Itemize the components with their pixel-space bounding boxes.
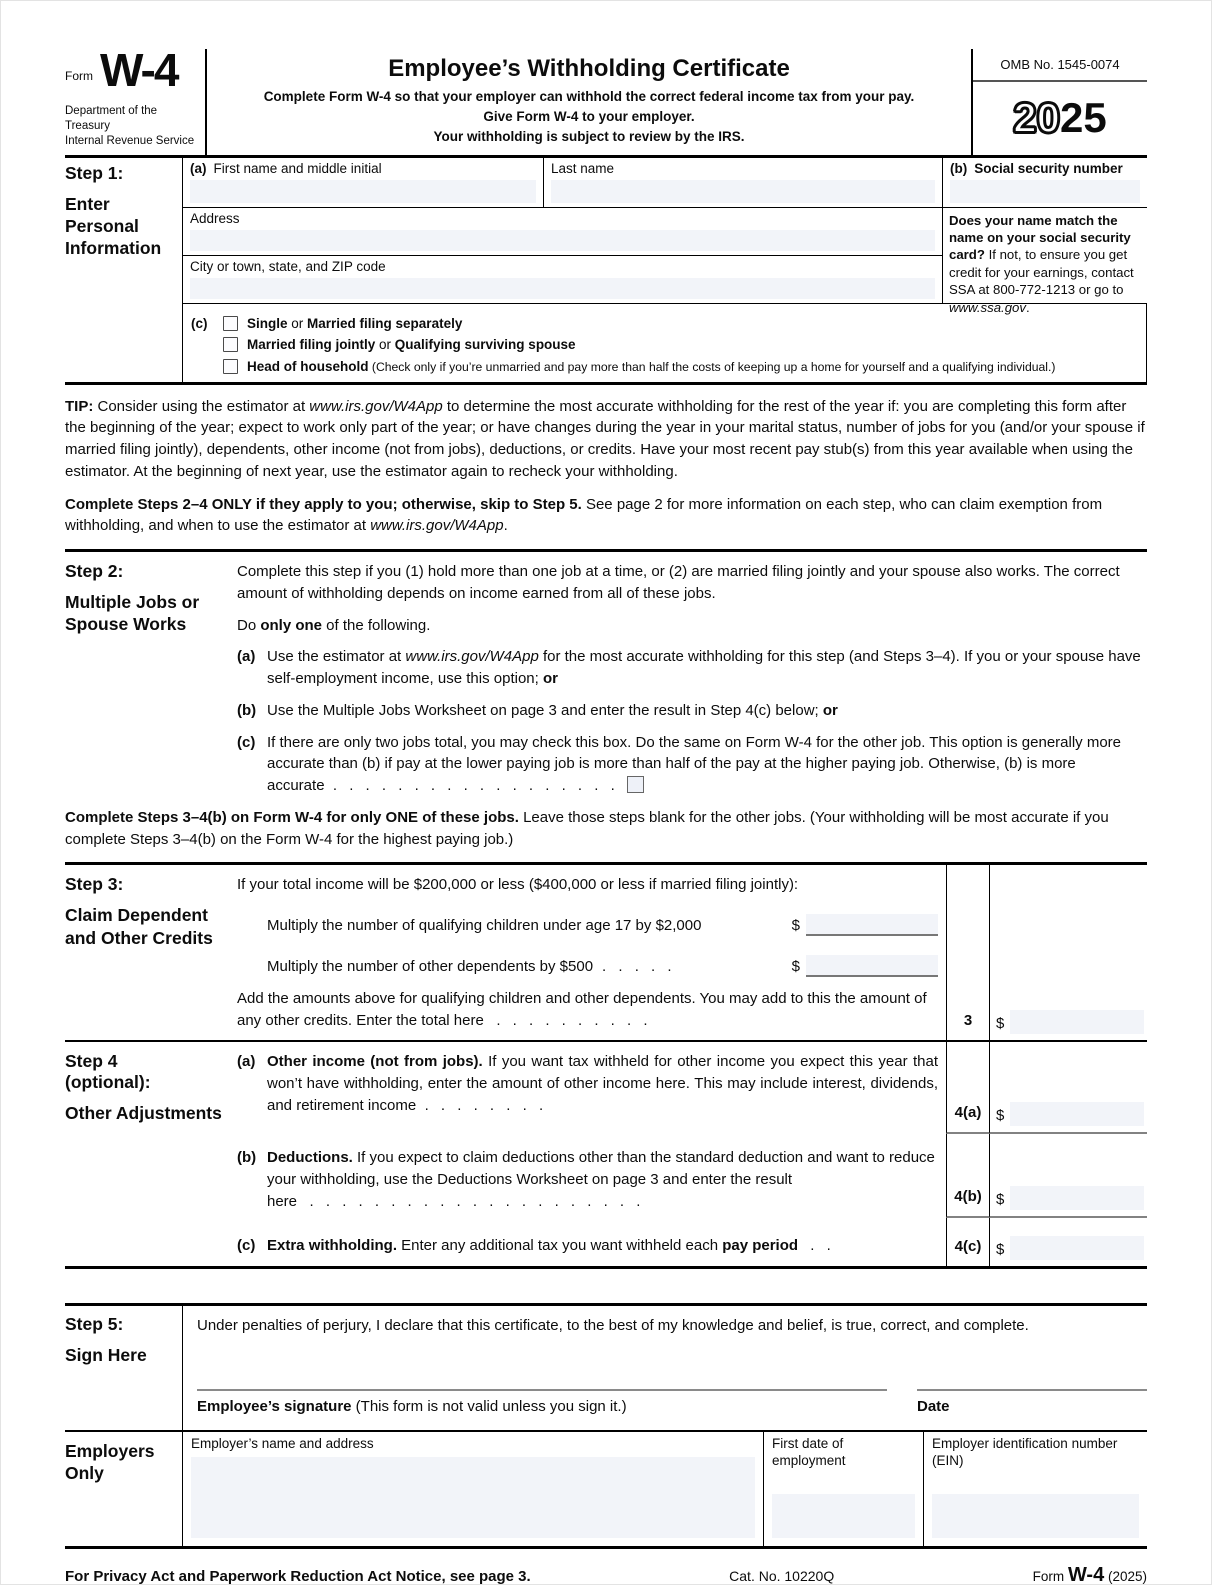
employers-only-section (65, 1430, 1147, 1549)
last-name-label: Last name (551, 160, 615, 176)
form-title: Employee’s Withholding Certificate (388, 55, 790, 82)
first-employment-date-label: First date of employment (772, 1435, 846, 1468)
ssn-note-text: If not, to ensure you get credit for your earnings, contact SSA at 800-772-1213 or go to (949, 247, 1134, 298)
last-name-input[interactable] (551, 180, 935, 202)
step1-subheading: Enter Personal Information (65, 193, 162, 259)
ein-label: Employer identification number (EIN) (932, 1435, 1118, 1468)
step1-heading: Step 1: (65, 162, 124, 183)
step4c-item: (c) Extra withholding. Enter any additional tax you want withheld each pay period . . (237, 1236, 831, 1254)
step2-content (237, 552, 1147, 797)
privacy-act-notice: For Privacy Act and Paperwork Reduction Act Notice, see page 3. (65, 1567, 531, 1585)
first-name-input[interactable] (190, 180, 536, 202)
dot-leader: . . . . . . . . . . . . . . . . . . . . . (309, 1192, 641, 1210)
omb-number: OMB No. 1545-0074 (973, 49, 1147, 82)
signature-date-field[interactable]: Date (917, 1389, 1147, 1418)
city-label: City or town, state, and ZIP code (190, 258, 386, 274)
ssa-link: www.ssa.gov (949, 299, 1026, 315)
step5-subheading: Sign Here (65, 1345, 147, 1366)
first-name-cell (183, 158, 543, 208)
first-name-tag: (a) (190, 160, 207, 176)
filing-tag: (c) (191, 315, 208, 331)
estimator-link: www.irs.gov/W4App (370, 517, 504, 535)
step5-section (65, 1303, 1147, 1430)
married-jointly-checkbox[interactable] (223, 337, 238, 352)
form-subtitle-3: Your withholding is subject to review by the IRS. (433, 129, 745, 145)
form-word: Form (65, 68, 93, 83)
dot-leader: . . . . . . . . (424, 1096, 544, 1114)
filing-option-single: (c) Single or Married filing separately (191, 315, 463, 331)
address-label: Address (190, 210, 240, 226)
ssn-input[interactable] (950, 180, 1140, 202)
year-outline-digits: 20 (1013, 94, 1060, 142)
line4b-amount-cell (990, 1134, 1147, 1218)
single-checkbox[interactable] (223, 316, 238, 331)
dollar-sign: $ (996, 1106, 1005, 1124)
dot-leader: . . . . . . . . . . (496, 1012, 648, 1030)
address-input[interactable] (190, 230, 935, 250)
tip-block (65, 396, 1147, 553)
tip-paragraph: TIP: Consider using the estimator at www.irs.gov/W4App to determine the most accurate withholding for the rest of the year if: you are completing this form after the beginning of the year; expect to work only part of the year; or have changes during the year in your marital status, number of jobs for you (and/or your spouse if married filing jointly), dependents, other income (not from jobs), deductions, or credits. Have your most recent pay stub(s) from this year available when using the estimator. At the beginning of next year, use the estimator again to recheck your withholding. (65, 397, 1145, 480)
step2-label (65, 552, 237, 797)
employers-only-label: Employers Only (65, 1432, 183, 1546)
form-footer-id: Form W-4 (2025) (1032, 1563, 1147, 1585)
step4-label (65, 1042, 237, 1266)
filing-option-married-jointly: Married filing jointly or Qualifying surviving spouse (191, 336, 1142, 354)
first-employment-date-input[interactable] (772, 1494, 915, 1538)
complete-steps-3-4b-paragraph: Complete Steps 3–4(b) on Form W-4 for only ONE of these jobs. Leave those steps blank for the other jobs. (Your withholding will be most accurate if you complete Steps 3–4(b) on the Form W-4 for the highest paying job.) (65, 808, 1109, 848)
title-block (205, 49, 971, 155)
filing-option-head-of-household: Head of household (Check only if you’re unmarried and pay more than half the costs of keeping up a home for yourself and a qualifying individual.) (191, 358, 1142, 376)
ssn-note-bold: Does your name match the name on your social security card? (949, 212, 1131, 263)
step4b-item: (b) Deductions. If you expect to claim deductions other than the standard deduction and want to reduce your withholding, use the Deductions Worksheet on page 3 and enter the result here . . . . . . . . . . . . . . . . . . . . . (237, 1149, 935, 1210)
step5-heading: Step 5: (65, 1314, 124, 1335)
step2-heading: Step 2: (65, 561, 124, 582)
step2-intro: Complete this step if you (1) hold more than one job at a time, or (2) are married filing jointly and your spouse also works. The correct amount of withholding depends on income earned from all of these jobs. (237, 563, 1120, 602)
step3-intro: If your total income will be $200,000 or less ($400,000 or less if married filing jointly): (237, 876, 799, 894)
dot-leader: . . . . . . . . . . . . . . . . . . (332, 777, 615, 795)
dollar-sign: $ (791, 957, 800, 975)
estimator-link: www.irs.gov/W4App (309, 397, 443, 415)
line4a-amount-cell (990, 1042, 1147, 1134)
form-number: W-4 (100, 44, 178, 96)
step4-section (65, 1042, 1147, 1269)
line3-number: 3 (946, 984, 990, 1040)
line3-amount-input[interactable] (1010, 1010, 1144, 1034)
form-header (65, 44, 1147, 158)
line4c-number: 4(c) (946, 1218, 990, 1266)
line4b-number: 4(b) (946, 1134, 990, 1218)
dot-leader: . . . . . (602, 957, 672, 975)
other-dependents-line: Multiply the number of other dependents by $500 . . . . . $ (237, 943, 946, 984)
step2-subheading: Multiple Jobs or Spouse Works (65, 592, 200, 635)
employer-name-input[interactable] (191, 1457, 755, 1538)
city-input[interactable] (190, 278, 935, 298)
city-cell (183, 256, 942, 304)
step3-total-line: Add the amounts above for qualifying children and other dependents. You may add to this the amount of any other credits. Enter the total here . . . . . . . . . . (237, 990, 927, 1030)
dot-leader: . . (798, 1236, 831, 1254)
line4b-amount-input[interactable] (1010, 1186, 1144, 1210)
tax-year (973, 82, 1147, 155)
step3-subheading: Claim Dependent and Other Credits (65, 905, 213, 948)
omb-year-block (971, 49, 1147, 155)
two-jobs-checkbox[interactable] (627, 776, 644, 793)
step3-section (65, 862, 1147, 1042)
step2-option-c: (c) If there are only two jobs total, you may check this box. Do the same on Form W-4 for the other job. This option is generally more accurate than (b) if pay at the lower paying job is more than half of the pay at the higher paying job. Otherwise, (b) is more accurate . . . . . . . . . . . . . . . . . . (237, 733, 1122, 795)
first-name-label: First name and middle initial (213, 160, 382, 176)
ssn-label: Social security number (974, 160, 1123, 176)
ssn-match-note: Does your name match the name on your social security card? If not, to ensure you get credit for your earnings, contact SSA at 800-772-1213 or go to www.ssa.gov. (942, 208, 1147, 304)
year-solid-digits: 25 (1060, 94, 1107, 142)
head-of-household-checkbox[interactable] (223, 359, 238, 374)
form-subtitle-1: Complete Form W-4 so that your employer can withhold the correct federal income tax from your pay. (263, 88, 915, 104)
ssn-tag: (b) (950, 160, 968, 176)
step2-do-line: Do only one of the following. (237, 616, 431, 634)
complete-steps-2-4-paragraph: Complete Steps 2–4 ONLY if they apply to you; otherwise, skip to Step 5. See page 2 for more information on each step, who can claim exemption from withholding, and when to use the estimator at www.irs.gov/W4App. (65, 495, 1103, 535)
filing-status-group (183, 304, 1147, 382)
line4c-amount-cell (990, 1218, 1147, 1266)
ein-input[interactable] (932, 1494, 1139, 1538)
employer-name-cell (183, 1432, 763, 1546)
other-dependents-input[interactable] (806, 955, 938, 977)
step1-section (65, 158, 1147, 385)
step1-label (65, 158, 183, 382)
step4a-item: (a) Other income (not from jobs). If you want tax withheld for other income you expect this year that won’t have withholding, enter the amount of other income here. This may include interest, dividends, and retirement income . . . . . . . . (237, 1053, 938, 1114)
form-subtitle-2: Give Form W-4 to your employer. (483, 109, 695, 125)
step4-heading-2: (optional): (65, 1072, 151, 1093)
dollar-sign: $ (996, 1240, 1005, 1258)
line4a-number: 4(a) (946, 1042, 990, 1134)
line4a-amount-input[interactable] (1010, 1102, 1144, 1126)
step5-label (65, 1306, 183, 1430)
dollar-sign: $ (791, 916, 800, 934)
qualifying-children-input[interactable] (806, 914, 938, 936)
step2-option-a: (a) Use the estimator at www.irs.gov/W4App for the most accurate withholding for this step (and Steps 3–4). If you or your spouse have self-employment income, use this option; or (237, 648, 1141, 688)
line4c-amount-input[interactable] (1010, 1236, 1144, 1260)
step3-label (65, 865, 237, 1040)
qualifying-children-line: Multiply the number of qualifying children under age 17 by $2,000 $ (237, 902, 946, 943)
department-lines (65, 104, 199, 149)
step4-subheading: Other Adjustments (65, 1103, 222, 1124)
step2-section (65, 552, 1147, 807)
step2-option-b: (b) Use the Multiple Jobs Worksheet on page 3 and enter the result in Step 4(c) below; or (237, 701, 838, 719)
employer-name-label: Employer’s name and address (191, 1435, 374, 1451)
ssn-cell (942, 158, 1147, 208)
dollar-sign: $ (996, 1190, 1005, 1208)
step5-content (183, 1306, 1147, 1430)
perjury-declaration: Under penalties of perjury, I declare that this certificate, to the best of my knowledge and belief, is true, correct, and complete. (197, 1317, 1029, 1335)
form-id-block (65, 44, 205, 155)
page-footer (65, 1561, 1147, 1585)
step4-heading: Step 4 (65, 1051, 118, 1072)
dept-line1: Department of the Treasury (65, 104, 158, 132)
dept-line2: Internal Revenue Service (65, 134, 195, 147)
dollar-sign: $ (996, 1014, 1005, 1032)
ein-cell (923, 1432, 1147, 1546)
catalog-number: Cat. No. 10220Q (729, 1567, 835, 1584)
employee-signature-field[interactable]: Employee’s signature (This form is not valid unless you sign it.) (197, 1389, 887, 1418)
line3-amount-cell (990, 984, 1147, 1040)
estimator-link: www.irs.gov/W4App (405, 648, 539, 666)
first-employment-date-cell (763, 1432, 923, 1546)
step3-heading: Step 3: (65, 874, 124, 895)
address-cell (183, 208, 942, 256)
last-name-cell (543, 158, 942, 208)
